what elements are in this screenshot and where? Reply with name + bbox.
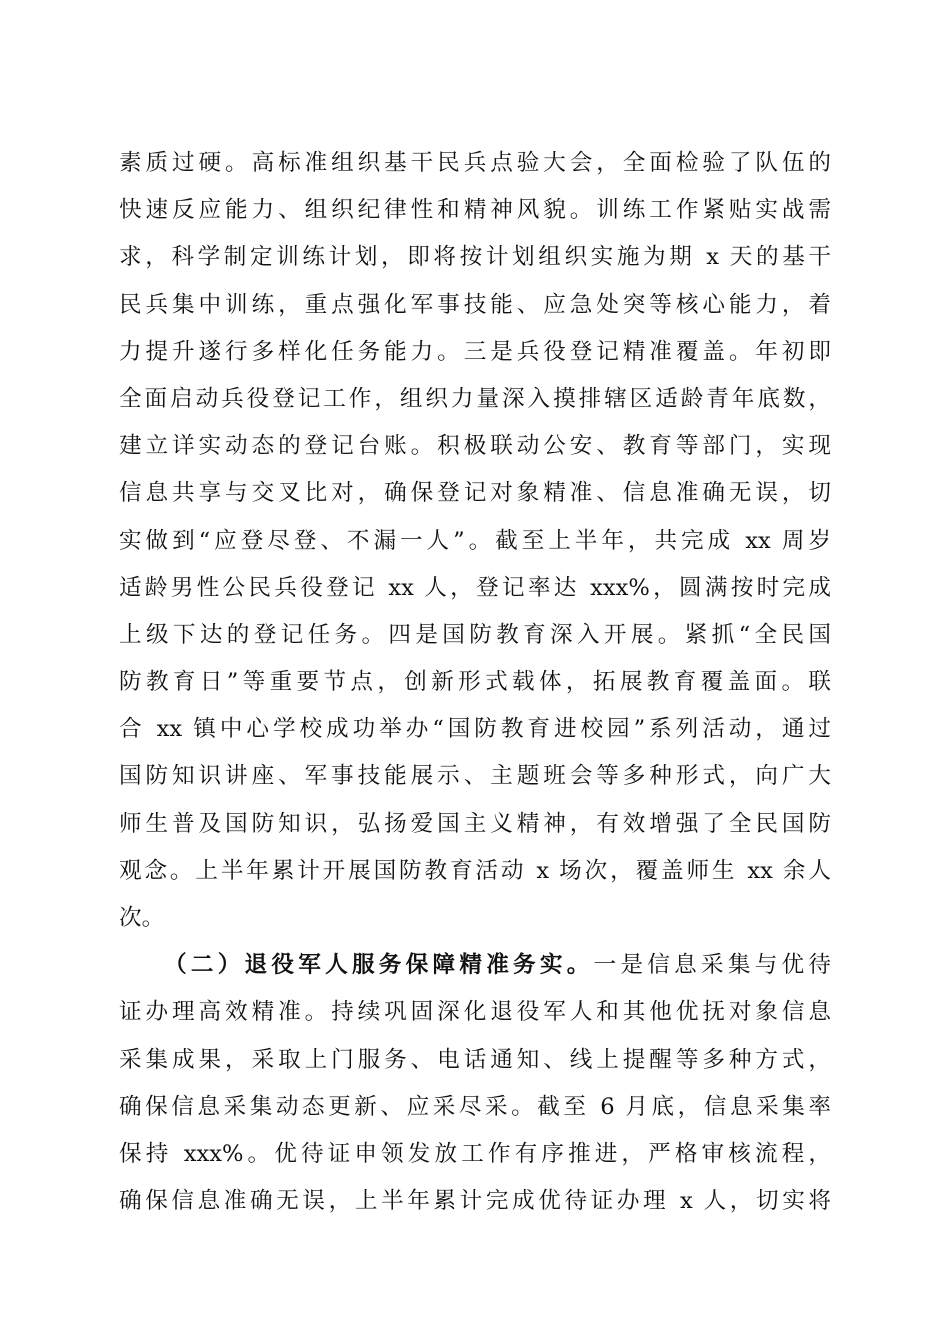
text-line: 保持 xxx%。优待证申领发放工作有序推进，严格审核流程， [119,1140,831,1167]
text-line: 求，科学制定训练计划，即将按计划组织实施为期 x 天的基干 [119,244,831,271]
text-line: 合 xx 镇中心学校成功举办“国防教育进校园”系列活动，通过 [119,716,831,743]
text-line: 实做到“应登尽登、不漏一人”。截至上半年，共完成 xx 周岁 [119,527,831,554]
text-line: 素质过硬。高标准组织基干民兵点验大会，全面检验了队伍的 [119,150,831,176]
section-heading-line [119,942,831,989]
text-line: 采集成果，采取上门服务、电话通知、线上提醒等多种方式， [119,1046,831,1073]
text-line: 防教育日”等重要节点，创新形式载体，拓展教育覆盖面。联 [119,669,831,696]
paragraph-2 [119,942,831,1225]
text-line: 力提升遂行多样化任务能力。三是兵役登记精准覆盖。年初即 [119,338,831,365]
text-line: 上级下达的登记任务。四是国防教育深入开展。紧抓“全民国 [119,621,831,648]
paragraph-1 [119,140,831,942]
text-line: 确保信息准确无误，上半年累计完成优待证办理 x 人，切实将 [119,1188,831,1215]
text-line: 快速反应能力、组织纪律性和精神风貌。训练工作紧贴实战需 [119,197,831,224]
text-line: 适龄男性公民兵役登记 xx 人，登记率达 xxx%，圆满按时完成 [119,574,831,601]
text-line: 民兵集中训练，重点强化军事技能、应急处突等核心能力，着 [119,291,831,318]
text-line: 国防知识讲座、军事技能展示、主题班会等多种形式，向广大 [119,763,831,790]
text-line: 信息共享与交叉比对，确保登记对象精准、信息准确无误，切 [119,480,831,507]
text-line: 师生普及国防知识，弘扬爱国主义精神，有效增强了全民国防 [119,810,831,837]
text-line: 建立详实动态的登记台账。积极联动公安、教育等部门，实现 [119,433,831,460]
text-line: 观念。上半年累计开展国防教育活动 x 场次，覆盖师生 xx 余人 [119,857,831,884]
heading-line-rest: 一是信息采集与优待 [593,952,832,979]
text-line: 全面启动兵役登记工作，组织力量深入摸排辖区适龄青年底数， [119,385,831,412]
text-line: 次。 [119,905,165,931]
text-line: 确保信息采集动态更新、应采尽采。截至 6 月底，信息采集率 [119,1093,831,1120]
text-line: 证办理高效精准。持续巩固深化退役军人和其他优抚对象信息 [119,999,831,1026]
section-heading: （二）退役军人服务保障精准务实。 [164,952,594,979]
document-body [119,140,831,1225]
